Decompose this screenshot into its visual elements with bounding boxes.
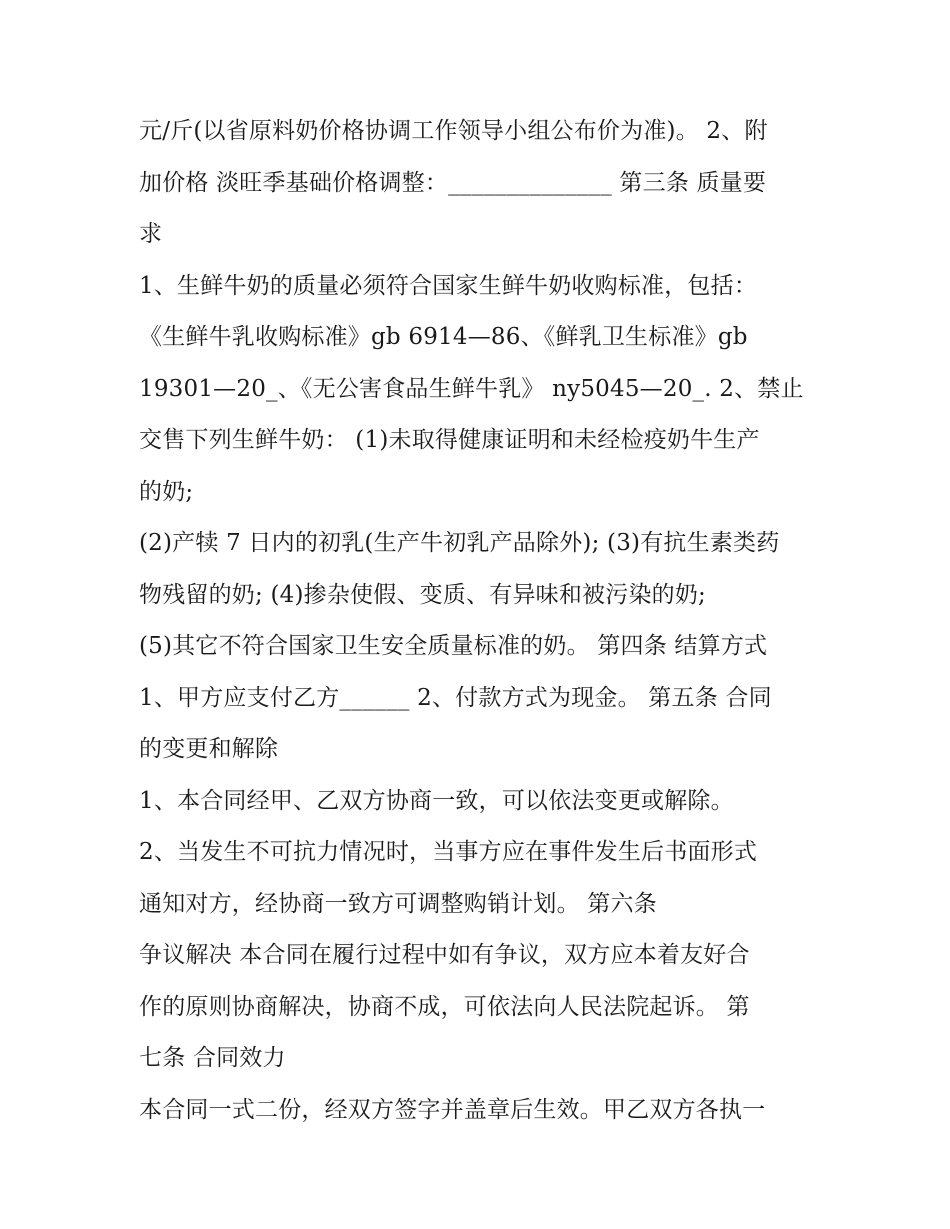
text-line-13: 的变更和解除 (139, 736, 279, 762)
text-line-11: (5)其它不符合国家卫生安全质量标准的奶。 第四条 结算方式 (139, 633, 768, 659)
text-line-8: 的奶; (139, 478, 194, 505)
text-line-6: 19301—20_、《无公害食品生鲜牛乳》 ny5045—20_. 2、禁止 (139, 375, 804, 402)
text-line-10: 物残留的奶; (4)掺杂使假、变质、有异味和被污染的奶; (139, 581, 706, 608)
text-line-2: 加价格 淡旺季基础价格调整：______________ 第三条 质量要 (139, 169, 767, 196)
text-line-20: 本合同一式二份，经双方签字并盖章后生效。甲乙双方各执一 (139, 1096, 766, 1123)
text-line-4: 1、生鲜牛奶的质量必须符合国家生鲜牛奶收购标准，包括： (139, 272, 758, 299)
text-line-18: 作的原则协商解决，协商不成，可依法向人民法院起诉。 第 (139, 993, 750, 1020)
text-line-16: 通知对方，经协商一致方可调整购销计划。 第六条 (139, 890, 657, 917)
text-line-1: 元/斤(以省原料奶价格协调工作领导小组公布价为准)。 2、附 (139, 118, 768, 144)
text-line-5: 《生鲜牛乳收购标准》gb 6914—86、《鲜乳卫生标准》gb (139, 324, 748, 350)
text-line-9: (2)产犊 7 日内的初乳(生产牛初乳产品除外); (3)有抗生素类药 (139, 530, 780, 556)
text-line-7: 交售下列生鲜牛奶： (1)未取得健康证明和未经检疫奶牛生产 (139, 427, 760, 453)
text-line-3: 求 (139, 221, 163, 247)
text-line-15: 2、当发生不可抗力情况时，当事方应在事件发生后书面形式 (139, 839, 758, 865)
text-line-17: 争议解决 本合同在履行过程中如有争议，双方应本着友好合 (139, 942, 750, 968)
contract-body-text (139, 106, 819, 1136)
text-line-19: 七条 合同效力 (139, 1045, 286, 1071)
text-line-14: 1、本合同经甲、乙双方协商一致，可以依法变更或解除。 (139, 787, 734, 814)
text-line-12: 1、甲方应支付乙方______ 2、付款方式为现金。 第五条 合同 (139, 684, 772, 711)
